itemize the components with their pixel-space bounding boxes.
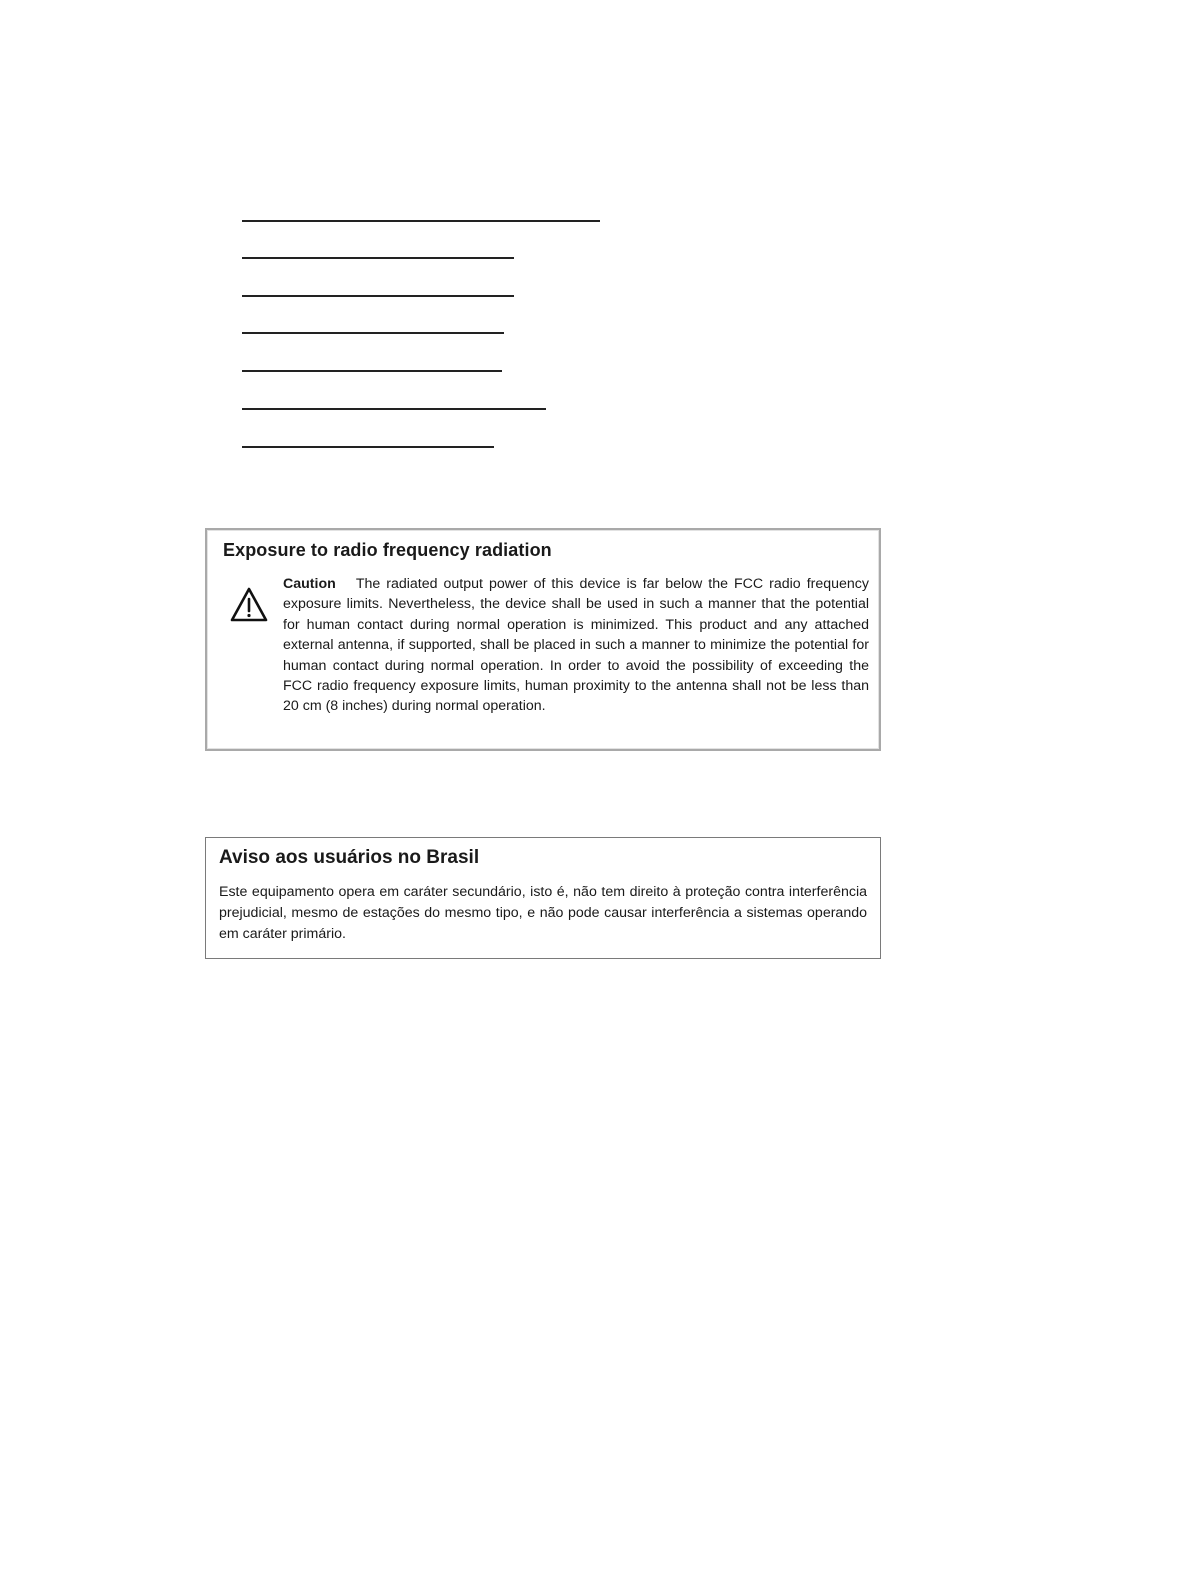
list-item[interactable]	[242, 220, 600, 222]
list-item[interactable]	[242, 408, 546, 410]
list-item[interactable]	[242, 370, 502, 372]
caution-label: Caution	[283, 576, 336, 592]
list-item[interactable]	[242, 257, 514, 259]
brazil-notice	[205, 837, 881, 959]
warning-triangle-icon	[229, 586, 269, 624]
list-item[interactable]	[242, 446, 494, 448]
rf-notice-text: The radiated output power of this device is far below the FCC radio frequency exposure limits. Nevertheless, the device shall be used in such a manner that the potential for human contact during normal operation is minimized. This product and any attached external antenna, if supported, shall be placed in such a manner to minimize the potential for human contact during normal operation. In order to avoid the possibility of exceeding the FCC radio frequency exposure limits, human proximity to the antenna shall not be less than 20 cm (8 inches) during normal operation.	[283, 576, 869, 715]
brazil-notice-body: Este equipamento opera em caráter secundário, isto é, não tem direito à proteção contra interferência prejudicial, mesmo de estações do mesmo tipo, e não pode causar interferência a sistemas operando em caráter primário.	[219, 884, 867, 942]
brazil-notice-title: Aviso aos usuários no Brasil	[219, 847, 480, 868]
rf-notice-title: Exposure to radio frequency radiation	[223, 540, 552, 560]
list-item[interactable]	[242, 295, 514, 297]
rf-notice-body	[283, 574, 869, 717]
list-item[interactable]	[242, 332, 504, 334]
rf-exposure-notice	[205, 528, 881, 751]
